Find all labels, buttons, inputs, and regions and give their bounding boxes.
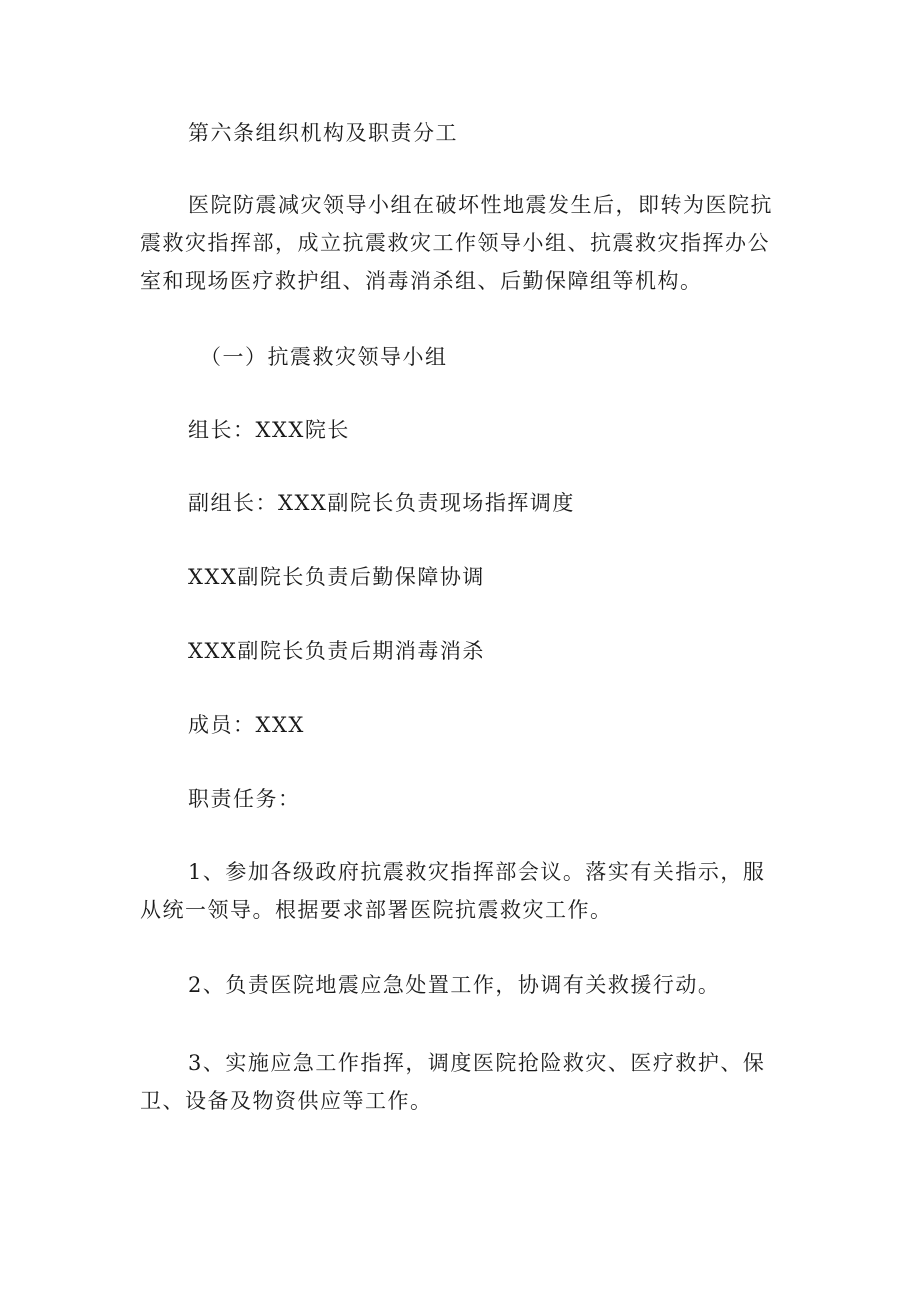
duty-1-line: 1、参加各级政府抗震救灾指挥部会议。落实有关指示，服 [188,860,766,884]
article-title-text: 第六条组织机构及职责分工 [188,121,458,145]
leader-line [140,411,828,449]
duties-heading-text: 职责任务： [188,787,301,811]
section-heading [140,338,840,376]
deputy-leader-line [140,484,828,522]
duty-1-line: 从统一领导。根据要求部署医院抗震救灾工作。 [140,898,613,922]
duty-1-paragraph [140,853,780,929]
members-text: 成员：XXX [188,713,305,737]
intro-line: 室和现场医疗救护组、消毒消杀组、后勤保障组等机构。 [140,269,703,293]
duty-3-line: 卫、设备及物资供应等工作。 [140,1089,433,1113]
deputy-3-text: XXX副院长负责后期消毒消杀 [188,639,485,663]
deputy-2-text: XXX副院长负责后勤保障协调 [188,565,485,589]
leader-text: 组长：XXX院长 [188,418,350,442]
intro-line: 医院防震减灾领导小组在破坏性地震发生后，即转为医院抗 [188,193,773,217]
section-heading-text: （一）抗震救灾领导小组 [200,345,448,369]
intro-line: 震救灾指挥部，成立抗震救灾工作领导小组、抗震救灾指挥办公 [140,231,770,255]
duty-2-line: 2、负责医院地震应急处置工作，协调有关救援行动。 [188,973,721,997]
duty-3-line: 3、实施应急工作指挥，调度医院抢险救灾、医疗救护、保 [188,1051,766,1075]
members-line [140,706,828,744]
deputy-2-line [140,558,828,596]
article-title [140,114,828,152]
duties-heading [140,780,828,818]
duty-2-paragraph [140,966,828,1004]
duty-3-paragraph [140,1044,780,1120]
deputy-leader-text: 副组长：XXX副院长负责现场指挥调度 [188,491,575,515]
deputy-3-line [140,632,828,670]
intro-paragraph [140,186,780,300]
